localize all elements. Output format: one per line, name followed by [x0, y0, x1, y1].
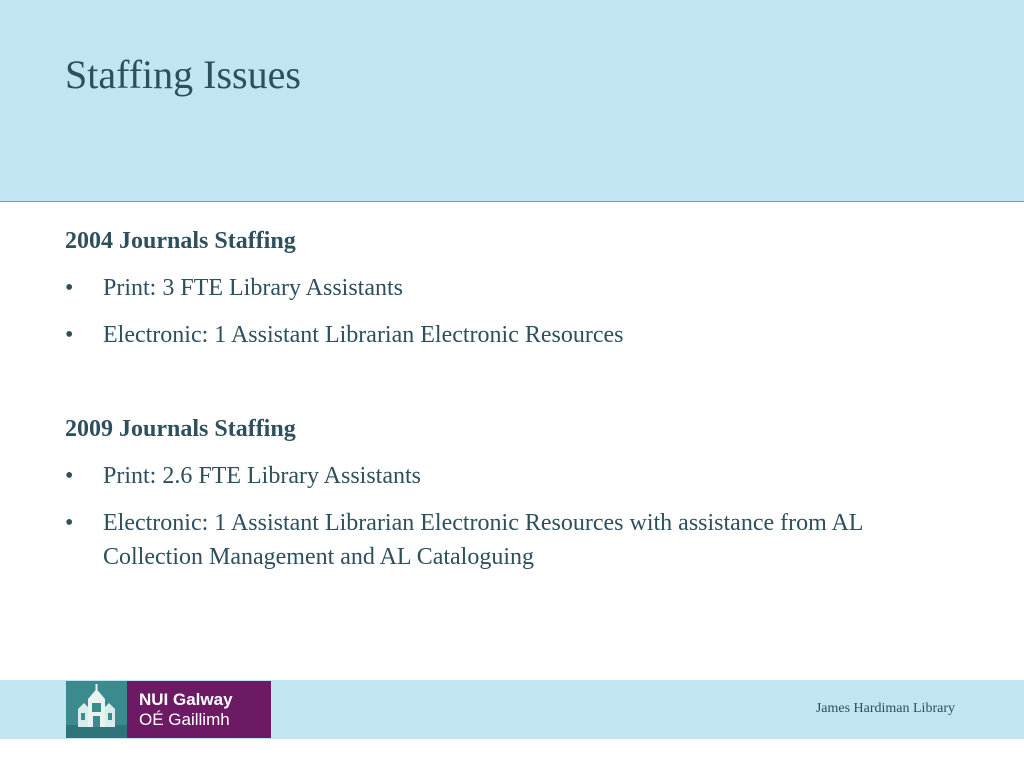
bullet-icon: • — [65, 322, 74, 348]
section-heading: 2004 Journals Staffing — [65, 228, 296, 254]
bullet-icon: • — [65, 275, 74, 301]
bullet-icon: • — [65, 510, 74, 536]
slide-title: Staffing Issues — [65, 52, 301, 97]
logo-line-irish: OÉ Gaillimh — [139, 709, 230, 729]
section-2009 — [65, 412, 945, 574]
section-spacer — [65, 365, 945, 412]
bullet-text: Print: 2.6 FTE Library Assistants — [103, 463, 421, 489]
bullet-item — [65, 506, 945, 574]
section-2004 — [65, 224, 945, 352]
nui-galway-logo — [66, 681, 271, 738]
bullet-item — [65, 318, 945, 352]
logo-text — [127, 681, 271, 738]
footer-credit: James Hardiman Library — [815, 701, 955, 716]
bullet-text: Electronic: 1 Assistant Librarian Electronic Resources with assistance from AL Collection Management and AL Cataloguing — [103, 510, 863, 570]
header-band — [0, 0, 1024, 202]
bullet-icon: • — [65, 463, 74, 489]
bullet-list — [65, 271, 945, 352]
bullet-list — [65, 459, 945, 574]
bullet-text: Electronic: 1 Assistant Librarian Electronic Resources — [103, 322, 624, 348]
slide-content — [65, 224, 945, 587]
bullet-item — [65, 459, 945, 493]
bullet-text: Print: 3 FTE Library Assistants — [103, 275, 403, 301]
section-heading: 2009 Journals Staffing — [65, 416, 296, 442]
tower-drawing — [66, 681, 127, 738]
university-tower-icon — [66, 681, 127, 738]
logo-line-english: NUI Galway — [139, 689, 233, 709]
bullet-item — [65, 271, 945, 305]
